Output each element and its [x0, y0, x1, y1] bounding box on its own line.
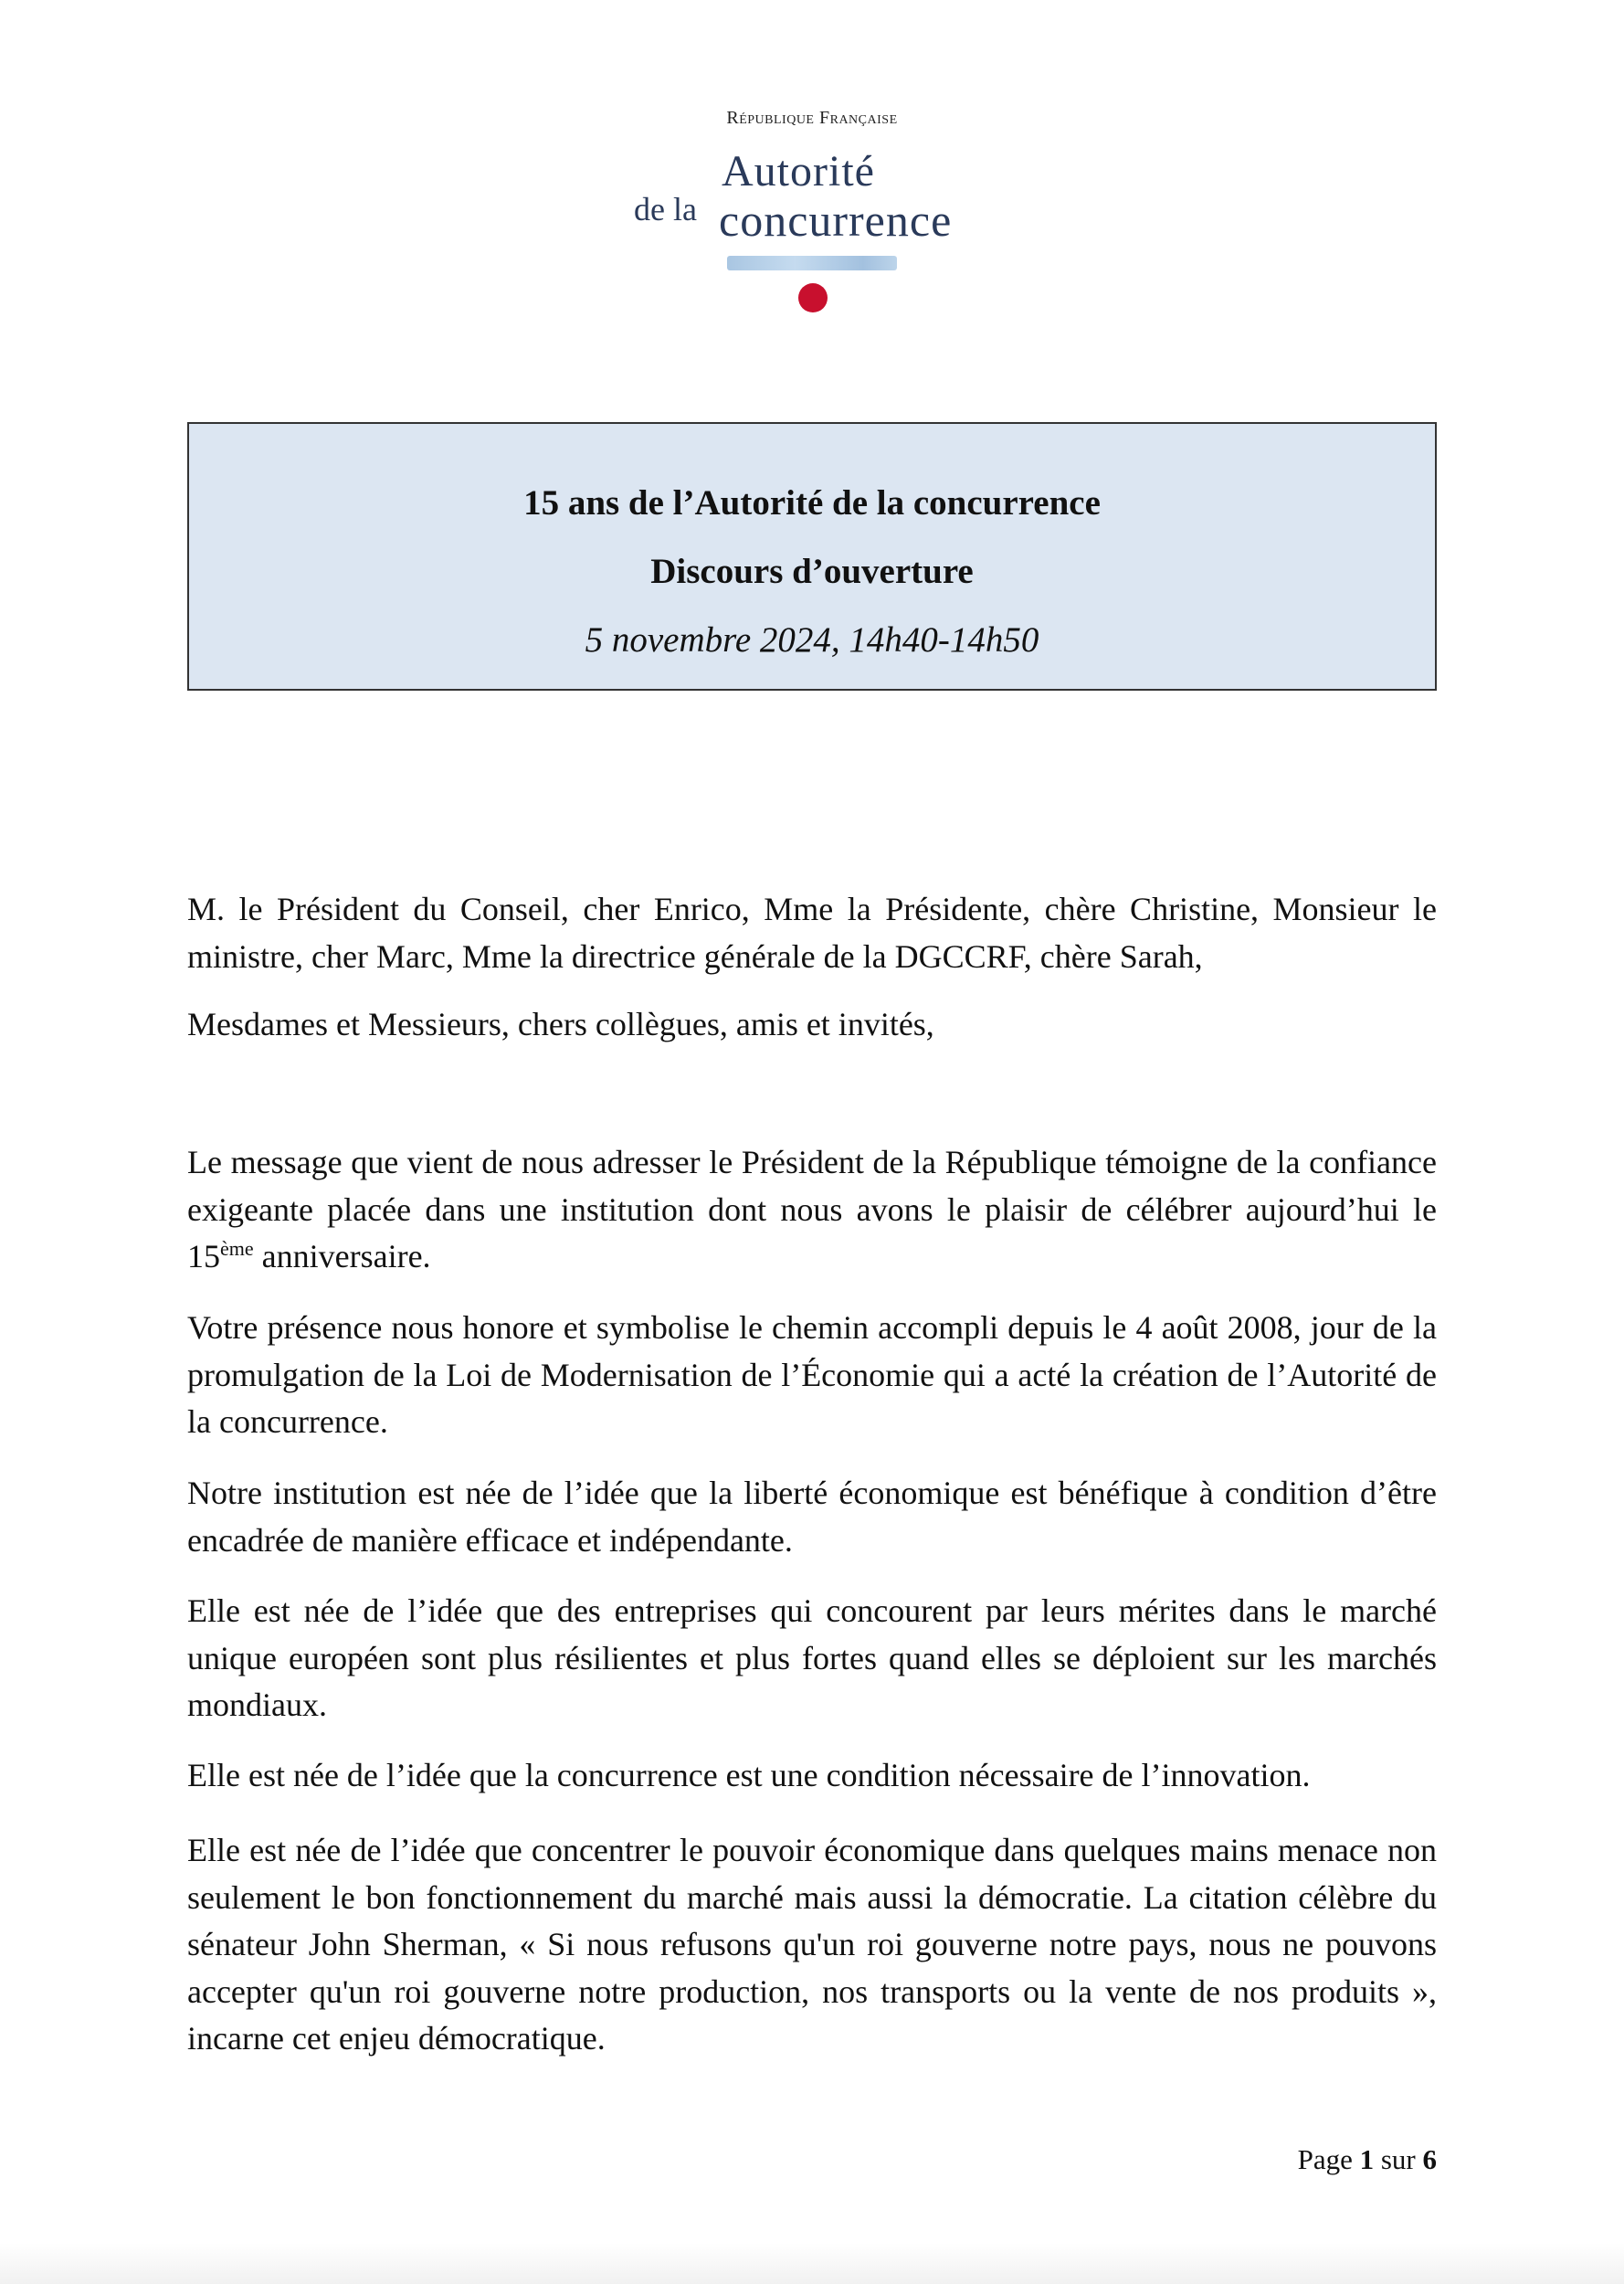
logo-text-concurrence: concurrence: [719, 195, 953, 246]
paragraph-entreprises: Elle est née de l’idée que des entreprises qui concourent par leurs mérites dans le marché unique européen sont plus résilientes et plus fortes quand elles se déploient sur les marchés mondiaux.: [187, 1592, 1437, 1723]
page-number: [1187, 2143, 1437, 2176]
paragraph-message-end: anniversaire.: [253, 1238, 431, 1274]
autorite-logo: [630, 146, 996, 320]
logo-text-autorite: Autorité: [722, 147, 875, 196]
paragraph-innovation: Elle est née de l’idée que la concurrence est une condition nécessaire de l’innovation.: [187, 1757, 1311, 1793]
salutation-paragraph: M. le Président du Conseil, cher Enrico, Mme la Présidente, chère Christine, Monsieur le ministre, cher Marc, Mme la directrice générale de la DGCCRF, chère Sarah,: [187, 891, 1437, 975]
logo-blue-stripe: [727, 256, 897, 270]
paragraph-institution: Notre institution est née de l’idée que la liberté économique est bénéfique à condition d’être encadrée de manière efficace et indépendante.: [187, 1475, 1437, 1559]
greeting-paragraph: Mesdames et Messieurs, chers collègues, amis et invités,: [187, 1006, 934, 1042]
logo-text-de-la: de la: [634, 191, 697, 227]
page-bottom-shade: [0, 2243, 1624, 2284]
page-total: 6: [1422, 2143, 1437, 2175]
paragraph-democratie: Elle est née de l’idée que concentrer le pouvoir économique dans quelques mains menace non seulement le bon fonctionnement du marché mais aussi la démocratie. La citation célèbre du sénateur John Sherman, « Si nous refusons qu'un roi gouverne notre pays, nous ne pouvons accepter qu'un roi gouverne notre production, nos transports ou la vente de nos produits », incarne cet enjeu démocratique.: [187, 1832, 1437, 2057]
logo-red-dot-icon: [798, 283, 828, 312]
superscript-eme: ème: [220, 1237, 254, 1260]
page-current: 1: [1359, 2143, 1375, 2175]
republique-francaise-label: République Française: [726, 108, 898, 128]
document-date: 5 novembre 2024, 14h40-14h50: [585, 620, 1039, 660]
document-title: 15 ans de l’Autorité de la concurrence: [523, 483, 1101, 523]
page-label: Page: [1297, 2143, 1353, 2175]
page-of-label: sur: [1380, 2143, 1416, 2175]
paragraph-message-text: Le message que vient de nous adresser le Président de la République témoigne de la confiance exigeante placée dans une institution dont nous avons le plaisir de célébrer aujourd’hui le 15: [187, 1144, 1437, 1274]
title-box: [187, 422, 1437, 691]
document-subtitle: Discours d’ouverture: [650, 552, 974, 591]
paragraph-message: [187, 1139, 1437, 1281]
paragraph-presence: Votre présence nous honore et symbolise le chemin accompli depuis le 4 août 2008, jour de la promulgation de la Loi de Modernisation de l’Économie qui a acté la création de l’Autorité de la concurrence.: [187, 1309, 1437, 1440]
